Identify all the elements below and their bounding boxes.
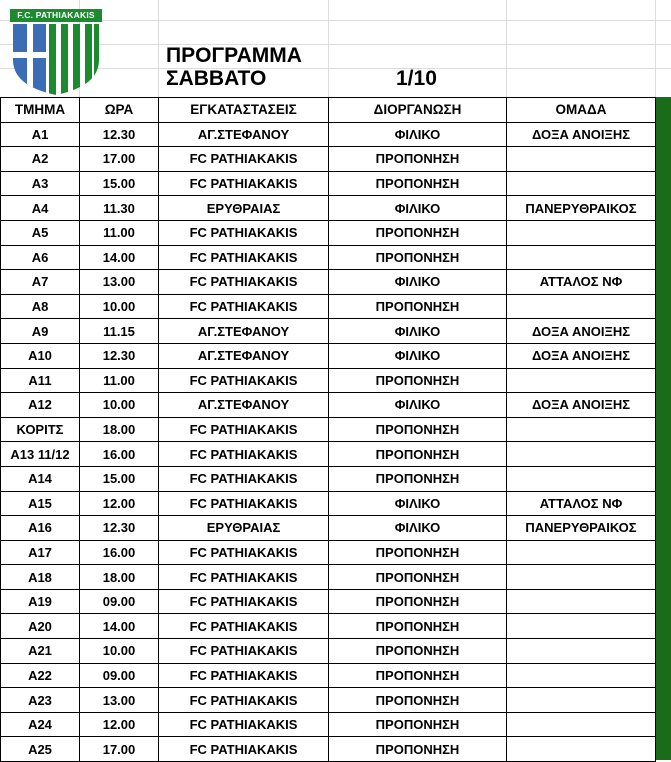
time-cell[interactable]: 11.15 xyxy=(80,319,159,344)
time-cell[interactable]: 15.00 xyxy=(80,466,159,491)
club-shield-icon xyxy=(10,24,102,95)
venue-cell[interactable]: ΕΡΥΘΡΑΙΑΣ xyxy=(159,516,329,541)
time-cell[interactable]: 10.00 xyxy=(80,639,159,664)
competition-cell[interactable]: ΠΡΟΠΟΝΗΣΗ xyxy=(329,417,507,442)
table-row xyxy=(1,466,656,491)
column-header: ΟΜΑΔΑ xyxy=(507,98,656,123)
column-header: ΤΜΗΜΑ xyxy=(1,98,80,123)
team-cell[interactable]: A5 xyxy=(1,220,80,245)
competition-cell[interactable]: ΦΙΛΙΚΟ xyxy=(329,196,507,221)
grid-line xyxy=(506,0,507,97)
time-cell[interactable]: 12.30 xyxy=(80,343,159,368)
table-row xyxy=(1,147,656,172)
competition-cell[interactable]: ΠΡΟΠΟΝΗΣΗ xyxy=(329,614,507,639)
table-row xyxy=(1,712,656,737)
venue-cell[interactable]: FC PATHIAKAKIS xyxy=(159,147,329,172)
opponent-cell[interactable] xyxy=(507,442,656,467)
venue-cell[interactable]: FC PATHIAKAKIS xyxy=(159,466,329,491)
table-row xyxy=(1,122,656,147)
table-row xyxy=(1,516,656,541)
time-cell[interactable]: 18.00 xyxy=(80,565,159,590)
opponent-cell[interactable]: ΑΤΤΑΛΟΣ ΝΦ xyxy=(507,270,656,295)
opponent-cell[interactable] xyxy=(507,294,656,319)
table-row xyxy=(1,343,656,368)
team-cell[interactable]: A4 xyxy=(1,196,80,221)
time-cell[interactable]: 14.00 xyxy=(80,614,159,639)
table-row xyxy=(1,614,656,639)
opponent-cell[interactable] xyxy=(507,737,656,762)
grid-line xyxy=(158,0,159,97)
time-cell[interactable]: 16.00 xyxy=(80,540,159,565)
table-row xyxy=(1,442,656,467)
venue-cell[interactable]: ΕΡΥΘΡΑΙΑΣ xyxy=(159,196,329,221)
venue-cell[interactable]: FC PATHIAKAKIS xyxy=(159,639,329,664)
team-cell[interactable]: A7 xyxy=(1,270,80,295)
opponent-cell[interactable] xyxy=(507,614,656,639)
table-row xyxy=(1,540,656,565)
team-cell[interactable]: A9 xyxy=(1,319,80,344)
competition-cell[interactable]: ΦΙΛΙΚΟ xyxy=(329,270,507,295)
competition-cell[interactable]: ΠΡΟΠΟΝΗΣΗ xyxy=(329,442,507,467)
competition-cell[interactable]: ΠΡΟΠΟΝΗΣΗ xyxy=(329,589,507,614)
table-row xyxy=(1,417,656,442)
table-row xyxy=(1,220,656,245)
venue-cell[interactable]: ΑΓ.ΣΤΕΦΑΝΟΥ xyxy=(159,393,329,418)
team-cell[interactable]: A8 xyxy=(1,294,80,319)
table-row xyxy=(1,319,656,344)
competition-cell[interactable]: ΠΡΟΠΟΝΗΣΗ xyxy=(329,171,507,196)
table-row xyxy=(1,565,656,590)
time-cell[interactable]: 12.00 xyxy=(80,491,159,516)
competition-cell[interactable]: ΦΙΛΙΚΟ xyxy=(329,122,507,147)
time-cell[interactable]: 16.00 xyxy=(80,442,159,467)
opponent-cell[interactable] xyxy=(507,220,656,245)
competition-cell[interactable]: ΦΙΛΙΚΟ xyxy=(329,319,507,344)
time-cell[interactable]: 12.00 xyxy=(80,712,159,737)
opponent-cell[interactable] xyxy=(507,639,656,664)
grid-line xyxy=(655,0,656,97)
table-row xyxy=(1,294,656,319)
venue-cell[interactable]: FC PATHIAKAKIS xyxy=(159,491,329,516)
venue-cell[interactable]: FC PATHIAKAKIS xyxy=(159,245,329,270)
opponent-cell[interactable]: ΑΤΤΑΛΟΣ ΝΦ xyxy=(507,491,656,516)
page-title xyxy=(166,44,302,90)
competition-cell[interactable]: ΠΡΟΠΟΝΗΣΗ xyxy=(329,368,507,393)
venue-cell[interactable]: FC PATHIAKAKIS xyxy=(159,540,329,565)
time-cell[interactable]: 12.30 xyxy=(80,516,159,541)
venue-cell[interactable]: FC PATHIAKAKIS xyxy=(159,220,329,245)
time-cell[interactable]: 17.00 xyxy=(80,147,159,172)
venue-cell[interactable]: FC PATHIAKAKIS xyxy=(159,270,329,295)
opponent-cell[interactable] xyxy=(507,688,656,713)
team-cell[interactable]: A6 xyxy=(1,245,80,270)
opponent-cell[interactable]: ΔΟΞΑ ΑΝΟΙΞΗΣ xyxy=(507,122,656,147)
team-cell[interactable]: A20 xyxy=(1,614,80,639)
table-row xyxy=(1,270,656,295)
table-row xyxy=(1,737,656,762)
table-row xyxy=(1,688,656,713)
competition-cell[interactable]: ΠΡΟΠΟΝΗΣΗ xyxy=(329,737,507,762)
competition-cell[interactable]: ΠΡΟΠΟΝΗΣΗ xyxy=(329,565,507,590)
title-line-1: ΠΡΟΓΡΑΜΜΑ xyxy=(166,44,302,67)
time-cell[interactable]: 14.00 xyxy=(80,245,159,270)
time-cell[interactable]: 09.00 xyxy=(80,589,159,614)
team-cell[interactable]: ΚΟΡΙΤΣ xyxy=(1,417,80,442)
venue-cell[interactable]: FC PATHIAKAKIS xyxy=(159,417,329,442)
competition-cell[interactable]: ΦΙΛΙΚΟ xyxy=(329,491,507,516)
opponent-cell[interactable]: ΔΟΞΑ ΑΝΟΙΞΗΣ xyxy=(507,343,656,368)
time-cell[interactable]: 15.00 xyxy=(80,171,159,196)
club-logo-name: F.C. PATHIAKAKIS xyxy=(10,9,102,22)
opponent-cell[interactable] xyxy=(507,589,656,614)
opponent-cell[interactable] xyxy=(507,466,656,491)
team-cell[interactable]: A3 xyxy=(1,171,80,196)
opponent-cell[interactable] xyxy=(507,417,656,442)
time-cell[interactable]: 11.30 xyxy=(80,196,159,221)
team-cell[interactable]: A19 xyxy=(1,589,80,614)
team-cell[interactable]: A22 xyxy=(1,663,80,688)
opponent-cell[interactable] xyxy=(507,368,656,393)
schedule-table xyxy=(0,97,656,762)
table-row xyxy=(1,393,656,418)
team-cell[interactable]: A12 xyxy=(1,393,80,418)
competition-cell[interactable]: ΠΡΟΠΟΝΗΣΗ xyxy=(329,712,507,737)
team-cell[interactable]: A18 xyxy=(1,565,80,590)
time-cell[interactable]: 10.00 xyxy=(80,294,159,319)
table-row xyxy=(1,663,656,688)
team-cell[interactable]: A24 xyxy=(1,712,80,737)
opponent-cell[interactable]: ΠΑΝΕΡΥΘΡΑΙΚΟΣ xyxy=(507,196,656,221)
competition-cell[interactable]: ΠΡΟΠΟΝΗΣΗ xyxy=(329,147,507,172)
time-cell[interactable]: 10.00 xyxy=(80,393,159,418)
column-header: ΩΡΑ xyxy=(80,98,159,123)
team-cell[interactable]: A1 xyxy=(1,122,80,147)
team-cell[interactable]: A2 xyxy=(1,147,80,172)
competition-cell[interactable]: ΠΡΟΠΟΝΗΣΗ xyxy=(329,688,507,713)
competition-cell[interactable]: ΠΡΟΠΟΝΗΣΗ xyxy=(329,540,507,565)
team-cell[interactable]: A15 xyxy=(1,491,80,516)
team-cell[interactable]: A21 xyxy=(1,639,80,664)
venue-cell[interactable]: FC PATHIAKAKIS xyxy=(159,442,329,467)
competition-cell[interactable]: ΠΡΟΠΟΝΗΣΗ xyxy=(329,663,507,688)
time-cell[interactable]: 17.00 xyxy=(80,737,159,762)
column-header: ΕΓΚΑΤΑΣΤΑΣΕΙΣ xyxy=(159,98,329,123)
competition-cell[interactable]: ΠΡΟΠΟΝΗΣΗ xyxy=(329,466,507,491)
opponent-cell[interactable] xyxy=(507,712,656,737)
table-row xyxy=(1,589,656,614)
venue-cell[interactable]: FC PATHIAKAKIS xyxy=(159,712,329,737)
opponent-cell[interactable] xyxy=(507,540,656,565)
team-cell[interactable]: A23 xyxy=(1,688,80,713)
opponent-cell[interactable] xyxy=(507,171,656,196)
time-cell[interactable]: 09.00 xyxy=(80,663,159,688)
side-color-bar xyxy=(655,97,671,760)
team-cell[interactable]: A16 xyxy=(1,516,80,541)
opponent-cell[interactable]: ΔΟΞΑ ΑΝΟΙΞΗΣ xyxy=(507,393,656,418)
club-logo xyxy=(10,9,102,95)
competition-cell[interactable]: ΦΙΛΙΚΟ xyxy=(329,343,507,368)
venue-cell[interactable]: FC PATHIAKAKIS xyxy=(159,614,329,639)
venue-cell[interactable]: FC PATHIAKAKIS xyxy=(159,589,329,614)
venue-cell[interactable]: ΑΓ.ΣΤΕΦΑΝΟΥ xyxy=(159,343,329,368)
team-cell[interactable]: A14 xyxy=(1,466,80,491)
team-cell[interactable]: A17 xyxy=(1,540,80,565)
opponent-cell[interactable]: ΔΟΞΑ ΑΝΟΙΞΗΣ xyxy=(507,319,656,344)
team-cell[interactable]: A11 xyxy=(1,368,80,393)
schedule-date: 1/10 xyxy=(396,67,437,90)
time-cell[interactable]: 18.00 xyxy=(80,417,159,442)
venue-cell[interactable]: FC PATHIAKAKIS xyxy=(159,294,329,319)
table-row xyxy=(1,245,656,270)
competition-cell[interactable]: ΠΡΟΠΟΝΗΣΗ xyxy=(329,220,507,245)
opponent-cell[interactable]: ΠΑΝΕΡΥΘΡΑΙΚΟΣ xyxy=(507,516,656,541)
column-header: ΔΙΟΡΓΑΝΩΣΗ xyxy=(329,98,507,123)
table-row xyxy=(1,171,656,196)
opponent-cell[interactable] xyxy=(507,663,656,688)
team-cell[interactable]: A10 xyxy=(1,343,80,368)
competition-cell[interactable]: ΦΙΛΙΚΟ xyxy=(329,393,507,418)
venue-cell[interactable]: FC PATHIAKAKIS xyxy=(159,565,329,590)
opponent-cell[interactable] xyxy=(507,565,656,590)
time-cell[interactable]: 13.00 xyxy=(80,270,159,295)
team-cell[interactable]: A13 11/12 xyxy=(1,442,80,467)
table-row xyxy=(1,491,656,516)
time-cell[interactable]: 12.30 xyxy=(80,122,159,147)
team-cell[interactable]: A25 xyxy=(1,737,80,762)
time-cell[interactable]: 11.00 xyxy=(80,368,159,393)
venue-cell[interactable]: ΑΓ.ΣΤΕΦΑΝΟΥ xyxy=(159,122,329,147)
opponent-cell[interactable] xyxy=(507,147,656,172)
table-row xyxy=(1,639,656,664)
venue-cell[interactable]: FC PATHIAKAKIS xyxy=(159,688,329,713)
table-header-row xyxy=(1,98,656,123)
competition-cell[interactable]: ΠΡΟΠΟΝΗΣΗ xyxy=(329,294,507,319)
venue-cell[interactable]: ΑΓ.ΣΤΕΦΑΝΟΥ xyxy=(159,319,329,344)
venue-cell[interactable]: FC PATHIAKAKIS xyxy=(159,663,329,688)
table-row xyxy=(1,368,656,393)
competition-cell[interactable]: ΦΙΛΙΚΟ xyxy=(329,516,507,541)
venue-cell[interactable]: FC PATHIAKAKIS xyxy=(159,368,329,393)
title-line-2: ΣΑΒΒΑΤΟ xyxy=(166,67,267,90)
competition-cell[interactable]: ΠΡΟΠΟΝΗΣΗ xyxy=(329,639,507,664)
grid-line xyxy=(328,0,329,97)
table-row xyxy=(1,196,656,221)
opponent-cell[interactable] xyxy=(507,245,656,270)
venue-cell[interactable]: FC PATHIAKAKIS xyxy=(159,737,329,762)
time-cell[interactable]: 11.00 xyxy=(80,220,159,245)
venue-cell[interactable]: FC PATHIAKAKIS xyxy=(159,171,329,196)
time-cell[interactable]: 13.00 xyxy=(80,688,159,713)
competition-cell[interactable]: ΠΡΟΠΟΝΗΣΗ xyxy=(329,245,507,270)
